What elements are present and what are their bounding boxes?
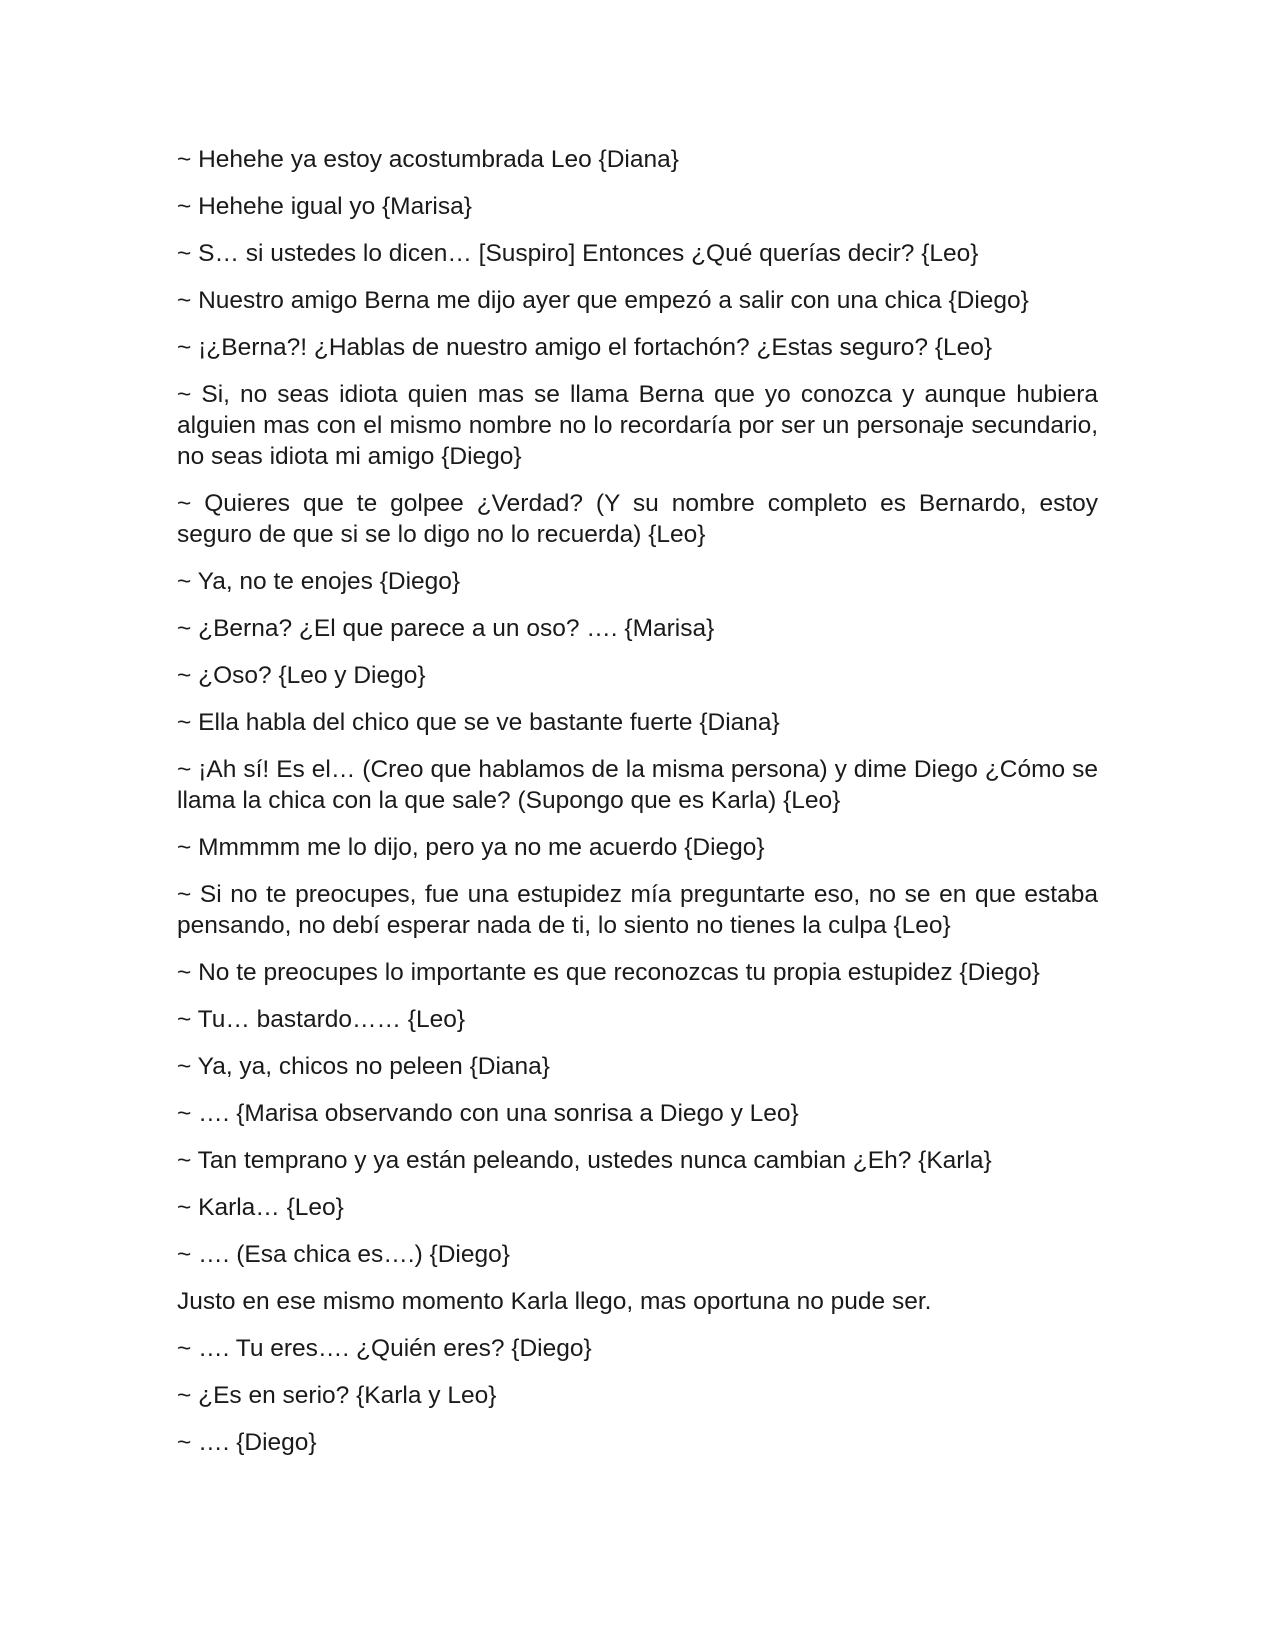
dialogue-line: ~ Quieres que te golpee ¿Verdad? (Y su nombre completo es Bernardo, estoy seguro de que si se lo digo no lo recuerda) {Leo} — [177, 490, 1098, 548]
dialogue-line: ~ Mmmmm me lo dijo, pero ya no me acuerdo {Diego} — [177, 834, 765, 861]
dialogue-line: ~ Hehehe ya estoy acostumbrada Leo {Diana} — [177, 146, 679, 173]
dialogue-line: ~ No te preocupes lo importante es que reconozcas tu propia estupidez {Diego} — [177, 959, 1040, 986]
dialogue-line: ~ Ya, ya, chicos no peleen {Diana} — [177, 1053, 550, 1080]
dialogue-line: ~ Nuestro amigo Berna me dijo ayer que empezó a salir con una chica {Diego} — [177, 287, 1029, 314]
dialogue-line: ~ S… si ustedes lo dicen… [Suspiro] Entonces ¿Qué querías decir? {Leo} — [177, 240, 979, 267]
dialogue-line: ~ …. Tu eres…. ¿Quién eres? {Diego} — [177, 1335, 592, 1362]
narration-line: Justo en ese mismo momento Karla llego, mas oportuna no pude ser. — [177, 1288, 932, 1315]
dialogue-line: ~ Si no te preocupes, fue una estupidez mía preguntarte eso, no se en que estaba pensando, no debí esperar nada de ti, lo siento no tienes la culpa {Leo} — [177, 881, 1098, 939]
dialogue-line: ~ Tu… bastardo…… {Leo} — [177, 1006, 466, 1033]
dialogue-line: ~ Hehehe igual yo {Marisa} — [177, 193, 472, 220]
dialogue-line: ~ Si, no seas idiota quien mas se llama Berna que yo conozca y aunque hubiera alguien mas con el mismo nombre no lo recordaría por ser un personaje secundario, no seas idiota mi amigo {Diego} — [177, 381, 1098, 470]
dialogue-line: ~ …. {Marisa observando con una sonrisa a Diego y Leo} — [177, 1100, 799, 1127]
dialogue-line: ~ ¡Ah sí! Es el… (Creo que hablamos de la misma persona) y dime Diego ¿Cómo se llama la chica con la que sale? (Supongo que es Karla) {Leo} — [177, 756, 1098, 814]
dialogue-line: ~ …. {Diego} — [177, 1429, 317, 1456]
dialogue-line: ~ ¿Oso? {Leo y Diego} — [177, 662, 426, 689]
dialogue-line: ~ Karla… {Leo} — [177, 1194, 344, 1221]
dialogue-line: ~ Tan temprano y ya están peleando, ustedes nunca cambian ¿Eh? {Karla} — [177, 1147, 992, 1174]
dialogue-line: ~ …. (Esa chica es….) {Diego} — [177, 1241, 510, 1268]
dialogue-line: ~ Ella habla del chico que se ve bastante fuerte {Diana} — [177, 709, 780, 736]
dialogue-line: ~ ¿Es en serio? {Karla y Leo} — [177, 1382, 497, 1409]
dialogue-line: ~ ¿Berna? ¿El que parece a un oso? …. {Marisa} — [177, 615, 715, 642]
dialogue-line: ~ Ya, no te enojes {Diego} — [177, 568, 461, 595]
document-body — [177, 144, 1098, 1474]
dialogue-line: ~ ¡¿Berna?! ¿Hablas de nuestro amigo el fortachón? ¿Estas seguro? {Leo} — [177, 334, 993, 361]
